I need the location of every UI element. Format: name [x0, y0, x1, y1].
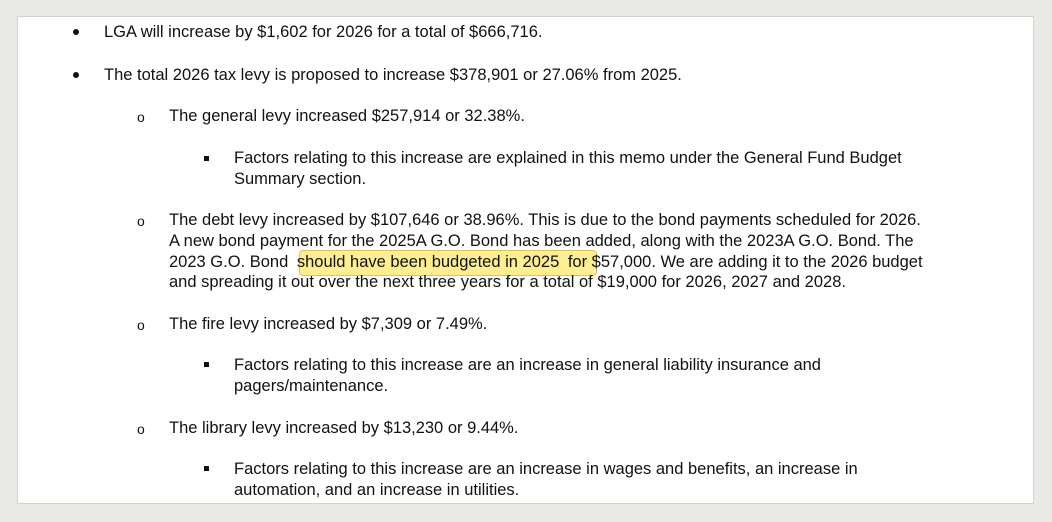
- sub-sub-bullet-square: [204, 362, 209, 367]
- fire-levy-text: The fire levy increased by $7,309 or 7.49%.: [169, 315, 488, 333]
- sub-sub-bullet-square: [204, 156, 209, 161]
- fire-levy-detail-line2: pagers/maintenance.: [234, 377, 389, 395]
- library-levy-detail-line1: Factors relating to this increase are an increase in wages and benefits, an increase in: [234, 460, 858, 478]
- debt-levy-line3: [169, 252, 923, 273]
- debt-levy-line3-before: 2023 G.O. Bond: [169, 253, 293, 271]
- bullet-total-levy: The total 2026 tax levy is proposed to increase $378,901 or 27.06% from 2025.: [104, 66, 682, 84]
- sub-bullet-o: o: [137, 213, 145, 229]
- highlighted-text[interactable]: should have been budgeted in 2025: [296, 253, 560, 271]
- document-page: [17, 16, 1034, 504]
- bullet-lga: LGA will increase by $1,602 for 2026 for a total of $666,716.: [104, 23, 543, 41]
- sub-bullet-o: o: [137, 109, 145, 125]
- fire-levy-detail-line1: Factors relating to this increase are an increase in general liability insurance and: [234, 356, 821, 374]
- sub-bullet-o: o: [137, 317, 145, 333]
- sub-sub-bullet-square: [204, 466, 209, 471]
- library-levy-text: The library levy increased by $13,230 or 9.44%.: [169, 419, 519, 437]
- sub-bullet-o: o: [137, 421, 145, 437]
- debt-levy-line3-after: for $57,000. We are adding it to the 2026 budget: [563, 253, 923, 271]
- bullet-dot: [73, 72, 79, 78]
- general-levy-detail-line2: Summary section.: [234, 170, 367, 188]
- general-levy-detail-line1: Factors relating to this increase are explained in this memo under the General Fund Budget: [234, 149, 902, 167]
- debt-levy-line4: and spreading it out over the next three years for a total of $19,000 for 2026, 2027 and 2028.: [169, 273, 846, 291]
- general-levy-text: The general levy increased $257,914 or 32.38%.: [169, 107, 525, 125]
- library-levy-detail-line2: automation, and an increase in utilities.: [234, 481, 520, 499]
- bullet-dot: [73, 29, 79, 35]
- debt-levy-line1: The debt levy increased by $107,646 or 38.96%. This is due to the bond payments scheduled for 2026.: [169, 211, 921, 229]
- debt-levy-line2: A new bond payment for the 2025A G.O. Bond has been added, along with the 2023A G.O. Bond. The: [169, 232, 914, 250]
